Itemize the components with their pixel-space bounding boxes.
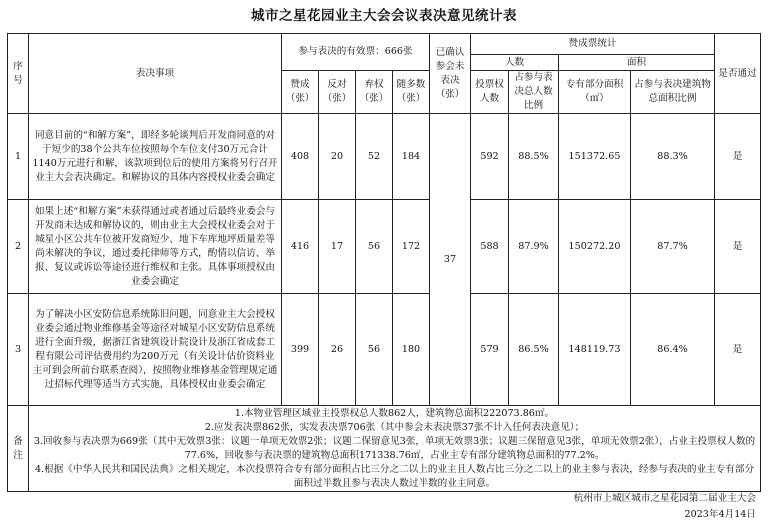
header-seq: 序号 bbox=[8, 34, 29, 114]
row-approve: 399 bbox=[282, 294, 319, 406]
row-area-ratio: 88.3% bbox=[631, 114, 715, 200]
notes-content bbox=[29, 406, 761, 492]
row-seq: 2 bbox=[8, 200, 29, 294]
row-abstain: 56 bbox=[356, 294, 393, 406]
row-passed: 是 bbox=[715, 200, 761, 294]
row-abstain: 52 bbox=[356, 114, 393, 200]
row-follow-majority: 184 bbox=[393, 114, 430, 200]
row-oppose: 26 bbox=[319, 294, 356, 406]
header-voting-owners: 投票权人数 bbox=[471, 71, 509, 114]
header-people-ratio: 占参与表决总人数比例 bbox=[509, 71, 559, 114]
row-passed: 是 bbox=[715, 114, 761, 200]
row-matter: 如果上述“和解方案”未获得通过或者通过后最终业委会与开发商未达成和解协议的，则由业主大会授权业委会对于城星小区公共车位被开发商短少、地下车库地坪质量差等尚未解决的争议，通过委托律师等方式，酌情以信访、举报、复议或诉讼等途径进行维权和主张。具体事项授权由业委会确定 bbox=[29, 200, 282, 294]
header-area-ratio: 占参与表决建筑物总面积比例 bbox=[631, 71, 715, 114]
header-matter: 表决事项 bbox=[29, 34, 282, 114]
row-seq: 1 bbox=[8, 114, 29, 200]
row-area: 148119.73 bbox=[559, 294, 631, 406]
table-row bbox=[8, 294, 761, 406]
row-approve: 416 bbox=[282, 200, 319, 294]
header-exclusive-area: 专有部分面积（㎡） bbox=[559, 71, 631, 114]
row-people-ratio: 86.5% bbox=[509, 294, 559, 406]
row-voters: 592 bbox=[471, 114, 509, 200]
row-oppose: 17 bbox=[319, 200, 356, 294]
footer-organization: 杭州市上城区城市之星花园第二届业主大会 bbox=[573, 493, 756, 504]
row-voters: 588 bbox=[471, 200, 509, 294]
row-people-ratio: 88.5% bbox=[509, 114, 559, 200]
note-item: 1.本物业管理区域业主投票权总人数862人，建筑物总面积222073.86㎡。 bbox=[234, 407, 555, 419]
row-oppose: 20 bbox=[319, 114, 356, 200]
note-item: 3.回收参与表决票为669张（其中无效票3张：议题一单项无效票2张；议题二保留意见3张，单项无效票3张；议题三保留意见3张，单项无效票2张），占业主投票权人数的77.6%，回收参与表决票的建筑物总面积171338.76㎡，占业主专有部分建筑物总面积的77.2%。 bbox=[33, 435, 756, 461]
header-passed: 是否通过 bbox=[715, 34, 761, 114]
header-oppose: 反对（张） bbox=[319, 71, 356, 114]
note-item: 4.根据《中华人民共和国民法典》之相关规定，本次投票符合专有部分面积占比三分之二以上的业主且人数占比三分之二以上的业主参与表决，经参与表决的业主专有部分面积过半数且参与表决人数过半数的业主同意。 bbox=[34, 463, 755, 489]
header-confirmed-absent: 已确认参会未表决（张） bbox=[430, 34, 471, 114]
header-follow-majority: 随多数（张） bbox=[393, 71, 430, 114]
header-abstain: 弃权（张） bbox=[356, 71, 393, 114]
row-people-ratio: 87.9% bbox=[509, 200, 559, 294]
footer-date: 2023年4月14日 bbox=[684, 509, 756, 520]
row-area: 151372.65 bbox=[559, 114, 631, 200]
row-follow-majority: 172 bbox=[393, 200, 430, 294]
row-matter: 同意目前的“和解方案”，即经多轮谈判后开发商同意的对于短少的38个公共车位按照每个车位支付30万元合计1140万元进行和解，该款项到位后的使用方案将另行召开业主大会表决确定。和解协议的具体内容授权业委会确定 bbox=[29, 114, 282, 200]
row-voters: 579 bbox=[471, 294, 509, 406]
vote-statistics-table bbox=[7, 33, 761, 492]
header-approve: 赞成（张） bbox=[282, 71, 319, 114]
row-matter: 为了解决小区安防信息系统陈旧问题，同意业主大会授权业委会通过物业维修基金等途径对城星小区安防信息系统进行全面升级，据浙江省建筑设计院设计及浙江省成套工程有限公司评估费用约为200万元（有关设计估价资料业主可到会所前台联系查阅），按照物业维修基金管理规定通过招标代理等适当方式实施，具体授权由业委会确定 bbox=[29, 294, 282, 406]
note-item: 2.应发表决票862张，实发表决票706张（其中参会未表决票37张不计入任何表决意见）； bbox=[204, 421, 585, 433]
table-row bbox=[8, 114, 761, 200]
row-approve: 408 bbox=[282, 114, 319, 200]
row-passed: 是 bbox=[715, 294, 761, 406]
notes-row bbox=[8, 406, 761, 492]
row-area-ratio: 87.7% bbox=[631, 200, 715, 294]
row-area: 150272.20 bbox=[559, 200, 631, 294]
document-title: 城市之星花园业主大会会议表决意见统计表 bbox=[251, 8, 517, 24]
table-row bbox=[8, 200, 761, 294]
header-approve-tally: 赞成票统计 bbox=[471, 34, 715, 55]
header-valid-votes: 参与表决的有效票：666张 bbox=[282, 34, 430, 71]
row-area-ratio: 86.4% bbox=[631, 294, 715, 406]
row-follow-majority: 180 bbox=[393, 294, 430, 406]
confirmed-absent-value: 37 bbox=[430, 114, 471, 406]
notes-label: 备注 bbox=[8, 406, 29, 492]
row-abstain: 56 bbox=[356, 200, 393, 294]
header-people: 人数 bbox=[471, 55, 559, 71]
row-seq: 3 bbox=[8, 294, 29, 406]
header-area: 面积 bbox=[559, 55, 715, 71]
